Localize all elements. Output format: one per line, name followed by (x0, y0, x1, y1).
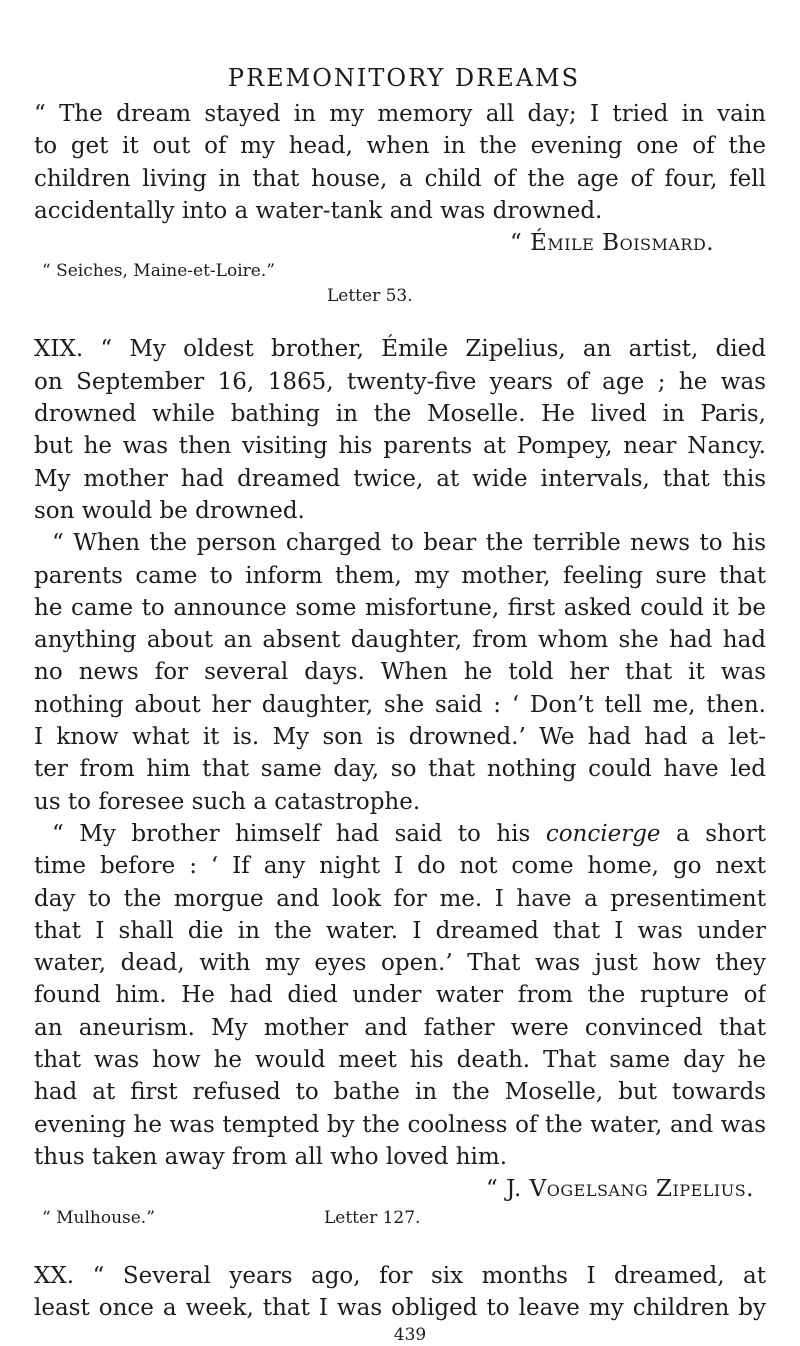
page-number: 439 (393, 1325, 427, 1346)
text-line: XX. “ Several years ago, for six months I dreamed, at (34, 1262, 766, 1289)
text-line: parents came to inform them, my mother, feeling sure that (34, 562, 766, 589)
text-segment: “ My brother himself had said to his (52, 820, 546, 847)
paragraph-xix (34, 333, 766, 1205)
text-line: “ The dream stayed in my memory all day; I tried in vain (34, 101, 766, 127)
text-line: least once a week, that I was obliged to leave my children by (34, 1294, 766, 1321)
text-line: had at first refused to bathe in the Moselle, but towards (34, 1079, 766, 1106)
text-line: son would be drowned. (34, 497, 305, 524)
text-line: on September 16, 1865, twenty-five years of age ; he was (34, 368, 766, 395)
text-line: nothing about her daughter, she said : ‘ Don’t tell me, then. (34, 691, 766, 718)
text-line (34, 818, 766, 850)
text-line: I know what it is. My son is drowned.’ We had had a let- (34, 724, 766, 751)
text-segment: a short (660, 820, 766, 847)
text-line: time before : ‘ If any night I do not come home, go next (34, 853, 766, 880)
text-line: day to the morgue and look for me. I have a presentiment (34, 885, 766, 912)
text-line: an aneurism. My mother and father were convinced that (34, 1014, 766, 1041)
text-line: that was how he would meet his death. That same day he (34, 1047, 766, 1074)
letter-reference: Letter 127. (324, 1207, 421, 1228)
signature: “ J. Vogelsang Zipelius. (486, 1176, 754, 1203)
attribution-row (34, 1206, 766, 1230)
text-line: no news for several days. When he told her that it was (34, 659, 766, 686)
text-line: ter from him that same day, so that nothing could have led (34, 756, 766, 783)
text-line: but he was then visiting his parents at Pompey, near Nancy. (34, 433, 766, 460)
text-line: “ When the person charged to bear the terrible news to his (52, 530, 766, 557)
text-line: found him. He had died under water from the rupture of (34, 982, 766, 1009)
text-line: us to foresee such a catastrophe. (34, 788, 421, 815)
text-line: accidentally into a water-tank and was drowned. (34, 197, 603, 224)
text-line: thus taken away from all who loved him. (34, 1143, 508, 1170)
italic-word: concierge (545, 820, 661, 847)
signature: “ Émile Boismard. (510, 230, 715, 257)
text-line: anything about an absent daughter, from whom she had had (34, 627, 766, 654)
book-page (34, 58, 766, 1346)
text-line: that I shall die in the water. I dreamed that I was under (34, 917, 766, 944)
text-line: water, dead, with my eyes open.’ That was just how they (34, 950, 766, 977)
place-note: “ Seiches, Maine-et-Loire.” (42, 261, 275, 282)
running-header: PREMONITORY DREAMS (227, 64, 581, 92)
text-line: he came to announce some misfortune, first asked could it be (34, 594, 766, 621)
text-line: XIX. “ My oldest brother, Émile Zipelius, an artist, died (34, 336, 766, 363)
text-line: evening he was tempted by the coolness of the water, and was (34, 1111, 766, 1138)
text-line: children living in that house, a child of the age of four, fell (34, 165, 766, 192)
paragraph-boismard (34, 98, 766, 259)
text-line: drowned while bathing in the Moselle. He lived in Paris, (34, 401, 766, 428)
letter-reference: Letter 53. (327, 286, 413, 307)
text-line: My mother had dreamed twice, at wide intervals, that this (34, 465, 766, 492)
paragraph-xx (34, 1260, 766, 1325)
text-line: to get it out of my head, when in the evening one of the (34, 133, 766, 160)
place-note: “ Mulhouse.” (42, 1207, 155, 1228)
